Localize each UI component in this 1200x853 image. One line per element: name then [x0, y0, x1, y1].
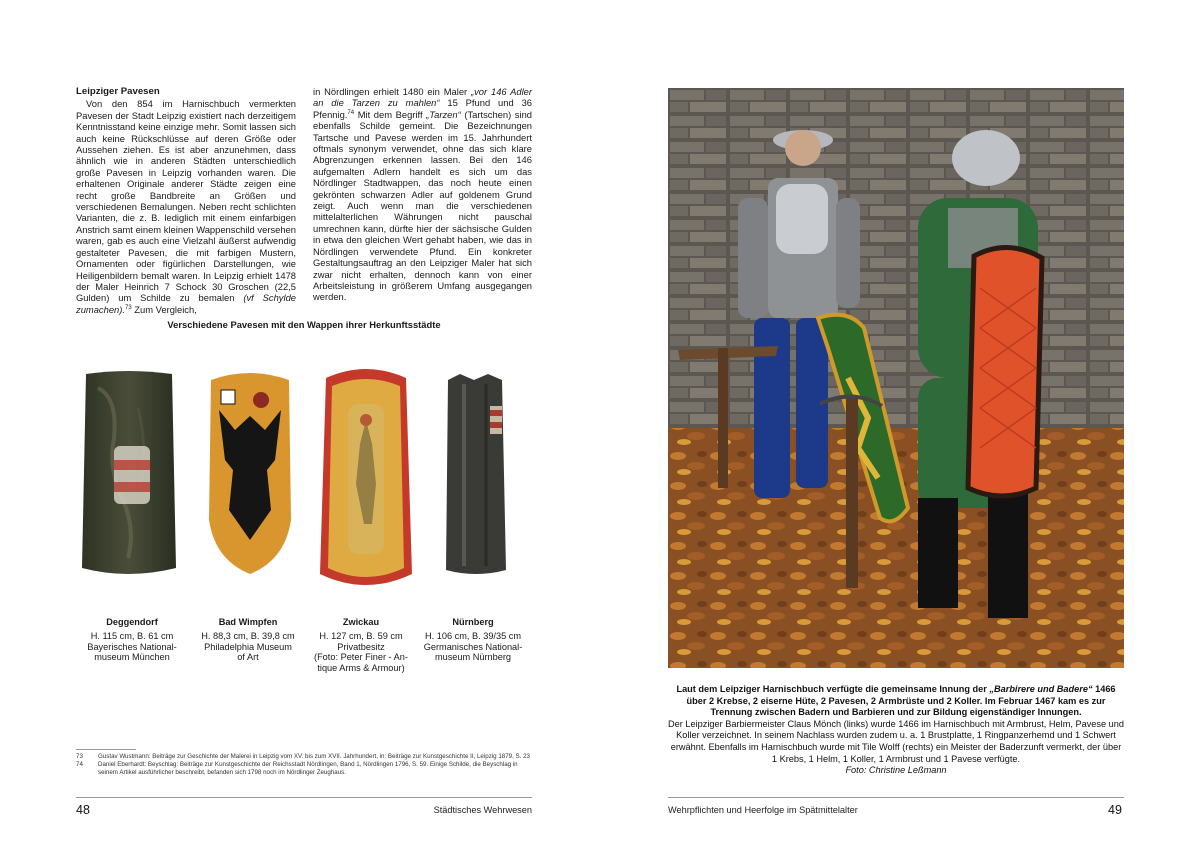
footnote-ref: 74: [347, 109, 355, 116]
paragraph: Von den 854 im Harnischbuch vermerkten Pavesen der Stadt Leipzig existiert nach derzeitigem Kenntnisstand keine einzige mehr. Somit lassen sich auch keine Rückschlüsse auf deren Größe oder Aussehen ziehen. Es ist aber anzunehmen, dass ähnlich wie in anderen Städten unterschiedlich große Pavesen in Leipzig vorhanden waren. Die erhaltenen Originale anderer Städte zeigen eine recht große Bandbreite an Größen und verschiedenen Bemalungen. Neben recht schlichten Varianten, die z. B. lediglich mit einem einfarbigen Anstrich samt einem kleinen Wappenschild versehen waren, gab es auch eine Vielzahl äußerst aufwendig gestalteter Pavesen, die mit farbigen Mustern, Ornamenten oder figürlichen Darstellungen, wie Heiligenbildern bemalt waren. In Leipzig erhielt 1478 der Maler Heinrich 7 Schock 30 Groschen (22,5 Gulden) um Schilde zu bemalen (vf Schylde zumachen).$^{73}$ Zum Vergleich,: [76, 98, 296, 315]
text-column-2: [313, 86, 532, 303]
footer-rule: [76, 797, 532, 798]
page-number: 48: [76, 803, 90, 817]
footnote-number: 74: [76, 761, 83, 768]
footnote-ref: 73: [124, 304, 132, 311]
caption-line: Philadelphia Museum: [204, 641, 292, 652]
footnote-text: Daniel Eberhardt: Beyschlag: Beiträge zur Kunstgeschichte der Reichsstadt Nördlingen, Band 1, Nördlingen 1796, S. 59. Einige Schilde, die Beyschlag in seinem Artikel ausführlicher beschreibt, befanden sich 1798 noch im Nördlinger Zeughaus.: [98, 761, 518, 776]
caption-line: Germanisches National-: [423, 641, 523, 652]
footer-rule: [668, 797, 1124, 798]
shield-image-bad-wimpfen: [205, 370, 295, 575]
shield-caption-zwickau: [301, 617, 421, 674]
footnote-text: Gustav Wustmann: Beiträge zur Geschichte der Malerei in Leipzig vom XV. bis zum XVII. Jahrhundert, in: Beiträge zur Kunstgeschichte II, Leipzig 1879, S. 23: [98, 753, 530, 760]
caption-line: tique Arms & Armour): [317, 663, 405, 674]
caption-body: Der Leipziger Barbiermeister Claus Mönch (links) wurde 1466 im Harnischbuch mit Armbrust, Helm, Pavese und Koller verzeichnet. In seinem Nachlass wurden zudem u. a. 1 Brustplatte, 1 Ringpanzerhemd und 1 Schwert erwähnt. Ebenfalls im Harnischbuch wurde mit Tile Wolff (rechts) ein Meister der Baderzunft vermerkt, der über 1 Krebs, 1 Helm, 1 Koller, 1 Armbrust und 1 Pavese verfügte.: [668, 718, 1124, 764]
figure-title: Verschiedene Pavesen mit den Wappen ihrer Herkunftsstädte: [167, 319, 441, 330]
shield-image-zwickau: [316, 364, 416, 594]
page-number: 49: [1108, 803, 1122, 817]
shield-caption-nuernberg: [413, 617, 533, 663]
caption-line: Bayerisches National-: [87, 641, 177, 652]
caption-line: (Foto: Peter Finer - An-: [314, 652, 408, 663]
caption-bold: Laut dem Leipziger Harnischbuch verfügte die gemeinsame Innung der „Barbirere und Badere“ 1466 über 2 Krebse, 2 eiserne Hüte, 2 Pavesen, 2 Armbrüste und 2 Koller. Im Februar 1467 kam es zur Trennung zwischen Badern und Barbieren und zur Bildung eigenständiger Innungen.: [676, 684, 1116, 718]
footnote-number: 73: [76, 753, 83, 760]
shield-image-nuernberg: [440, 370, 512, 577]
section-title: Leipziger Pavesen: [76, 86, 160, 97]
photo-caption: [668, 684, 1124, 777]
caption-line: H. 115 cm, B. 61 cm: [90, 630, 174, 641]
shield-image-deggendorf: [78, 368, 180, 580]
caption-title: Bad Wimpfen: [218, 617, 278, 627]
caption-title: Zwickau: [342, 617, 380, 627]
footnote-rule: [76, 749, 136, 750]
shield-caption-deggendorf: [72, 617, 192, 663]
footnotes: [76, 753, 532, 777]
footnote: [76, 761, 532, 777]
text-column-1: [76, 86, 296, 315]
reenactors-photo: [668, 88, 1124, 668]
caption-line: Privatbesitz: [337, 641, 385, 652]
footnote: [76, 753, 532, 761]
running-head: Wehrpflichten und Heerfolge im Spätmittelalter: [668, 805, 858, 815]
paragraph: in Nördlingen erhielt 1480 ein Maler „vor 146 Adler an die Tarzen zu mahlen“ 15 Pfund und 36 Pfennig.$^{74}$ Mit dem Begriff „Tarzen“ (Tartschen) sind ebenfalls Schilde gemeint. Die Bezeichnungen Tartsche und Pavese werden im 15. Jahrhundert oftmals synonym verwendet, ohne das sich klare Abgrenzungen erkennen lassen. Bei den 146 aufgemalten Adlern handelt es sich um das Nördlinger Stadtwappen, das noch heute einen gekrönten schwarzen Adler auf goldenem Grund zeigt. Auch wenn man die verschiedenen mittelalterlichen Währungen nicht pauschal umrechnen kann, dürfte hier der sächsische Gulden in etwa den gleichen Wert gehabt haben, wie das in Nördlingen verwendete Pfund. Ein konkreter Gestaltungsauftrag an den Leipziger Maler hat sich zwar nicht erhalten, dennoch kann von einer Arbeitsleistung in größerem Umfang ausgegangen werden.: [313, 86, 532, 303]
caption-line: H. 106 cm, B. 39/35 cm: [425, 630, 521, 641]
caption-line: H. 127 cm, B. 59 cm: [319, 630, 403, 641]
caption-title: Nürnberg: [452, 617, 494, 627]
running-head: Städtisches Wehrwesen: [433, 805, 532, 815]
caption-line: museum München: [94, 652, 170, 663]
caption-line: H. 88,3 cm, B. 39,8 cm: [201, 630, 295, 641]
caption-line: of Art: [237, 652, 259, 663]
caption-title: Deggendorf: [106, 617, 158, 627]
shield-caption-bad-wimpfen: [188, 617, 308, 663]
photo-credit: Foto: Christine Leßmann: [845, 765, 947, 776]
caption-line: museum Nürnberg: [434, 652, 512, 663]
